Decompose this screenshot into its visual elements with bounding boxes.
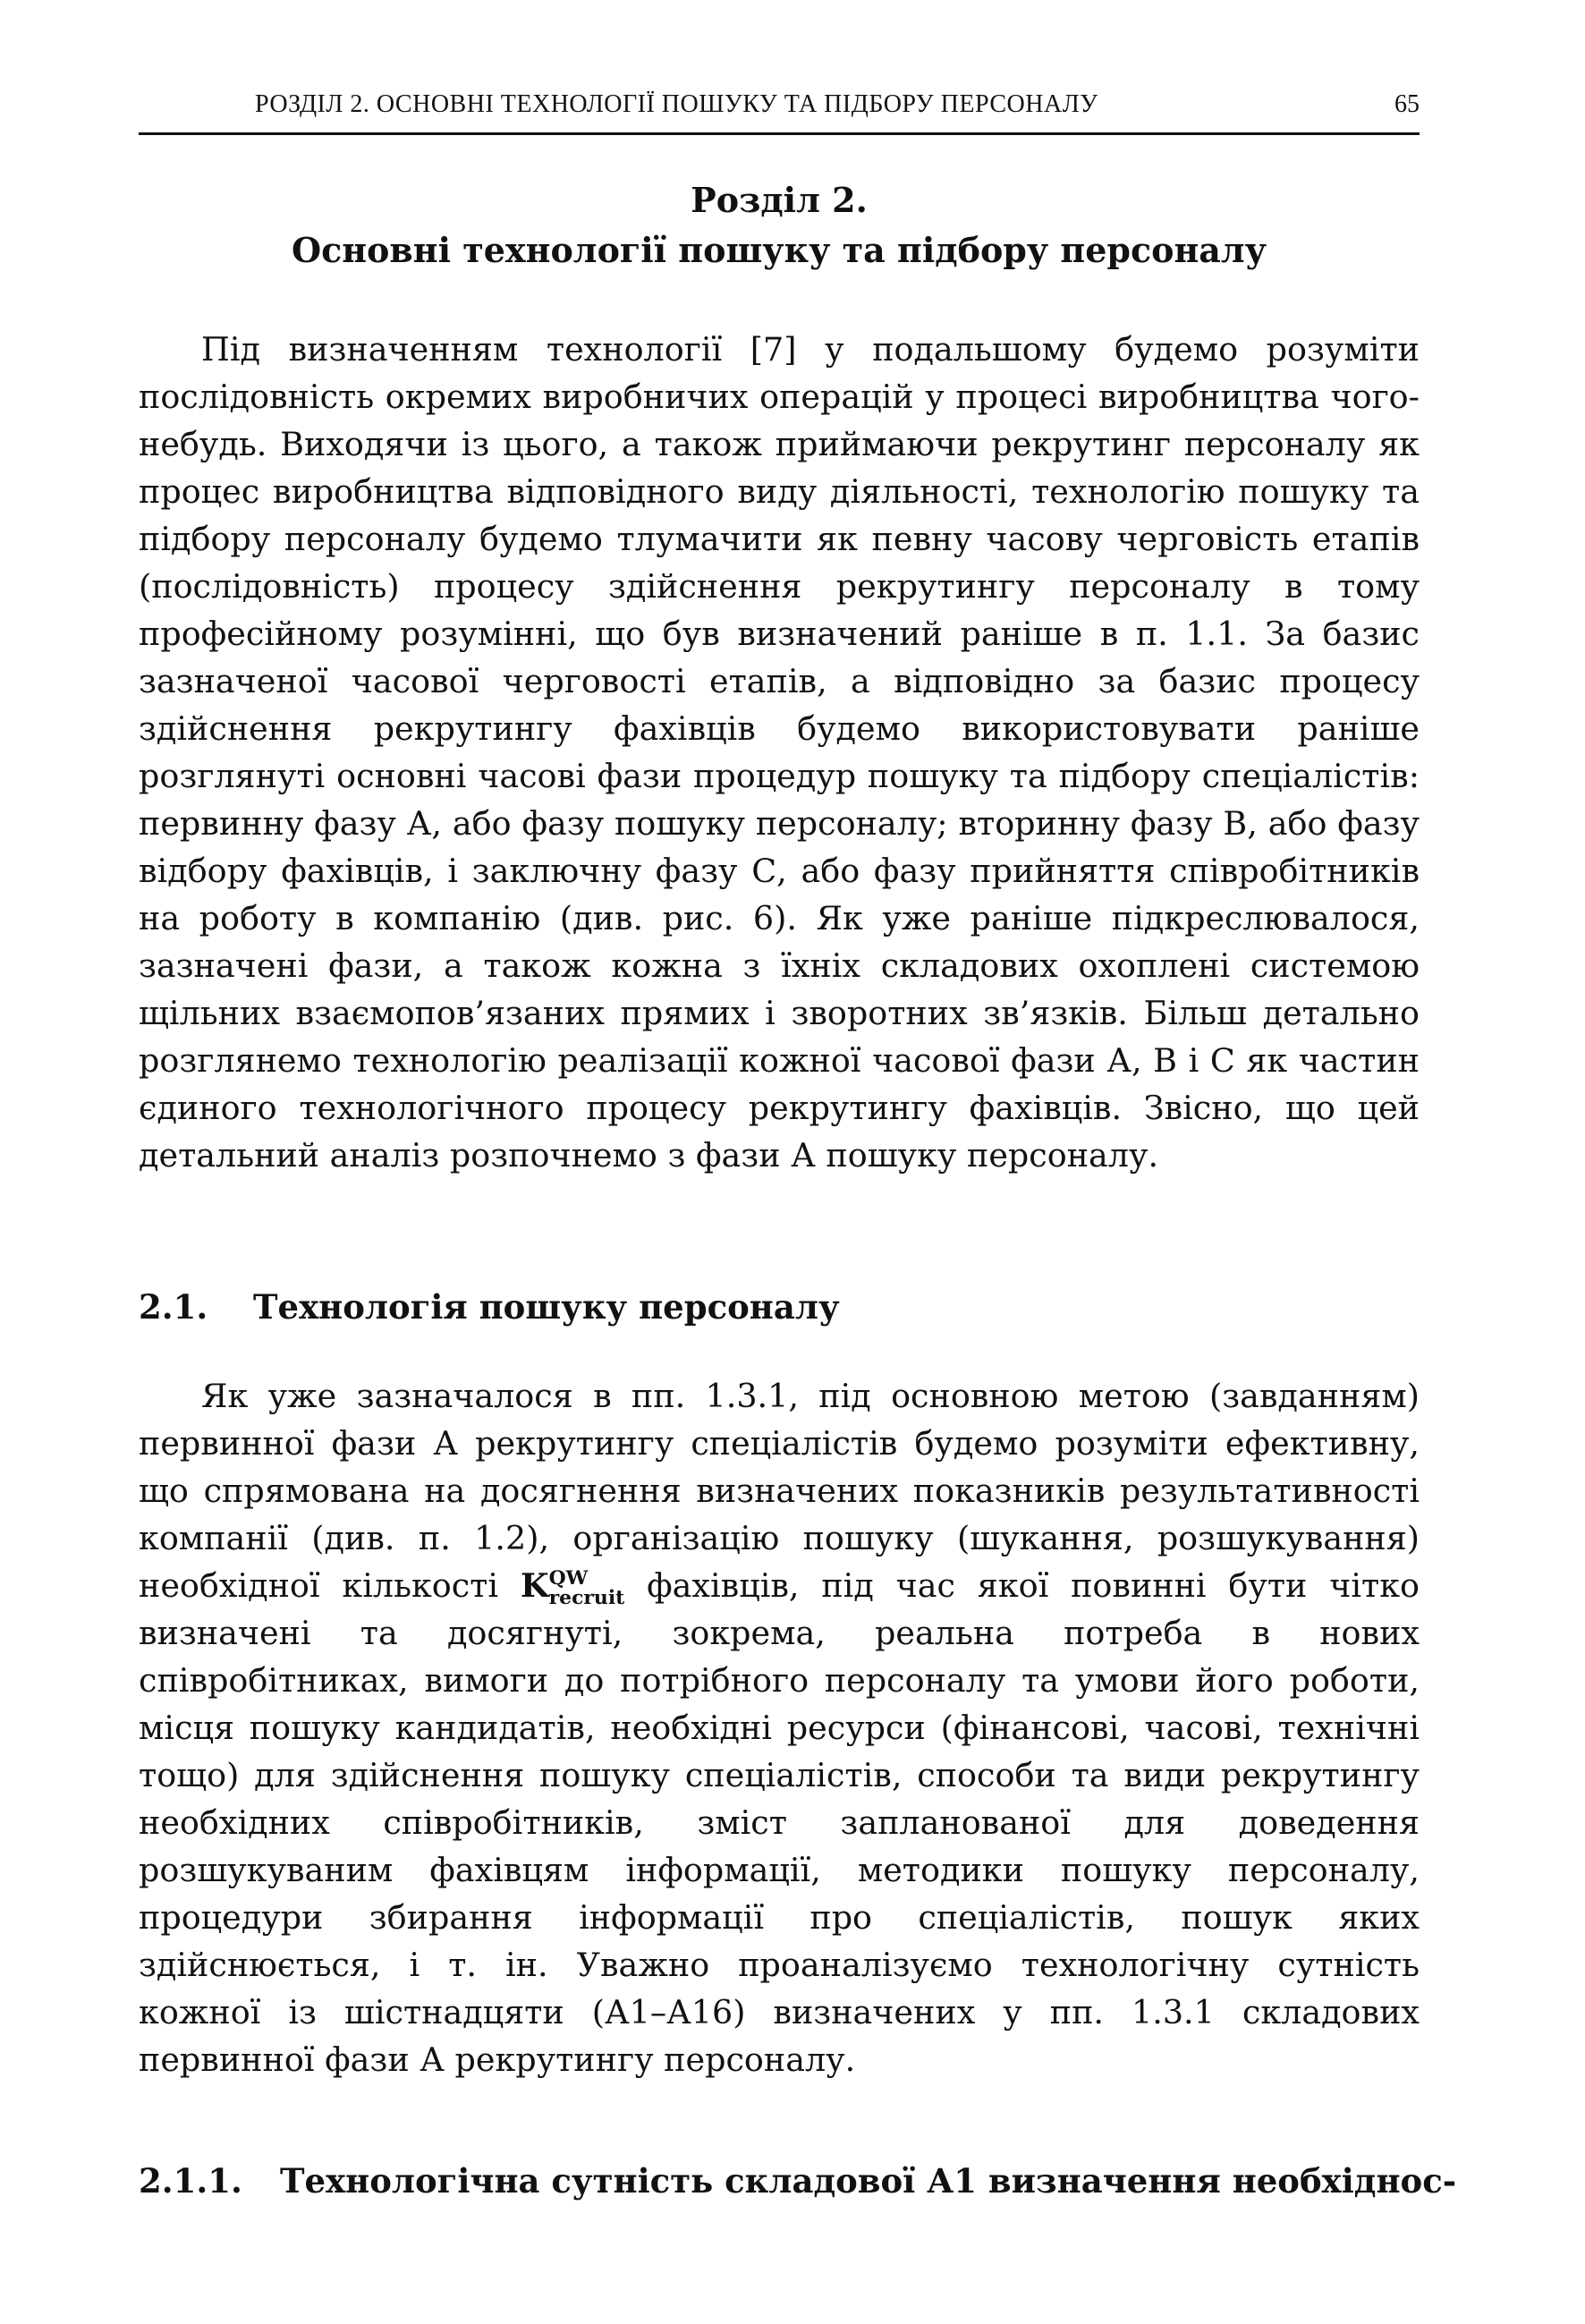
formula-subscript: recruit — [548, 1585, 625, 1609]
section-number: 2.1. — [139, 1287, 208, 1327]
section-heading-2-1 — [139, 1284, 1420, 1331]
running-header — [139, 85, 1420, 135]
section-2-1-paragraph — [139, 1372, 1420, 2083]
formula-superscript: QW — [548, 1565, 589, 1590]
document-page — [139, 0, 1457, 2324]
section-number: 2.1.1. — [139, 2161, 242, 2201]
section-title: Технологічна сутність складової А1 визначення необхіднос- — [280, 2161, 1457, 2201]
paragraph-text-end: фахівців, під час якої повинні бути чітко визначені та досягнуті, зокрема, реальна потреба в нових співробітниках, вимоги до потрібного персоналу та умови його роботи, місця пошуку кандидатів, необхідні ресурси (фінансові, часові, технічні тощо) для здійснення пошуку спеціалістів, способи та види рекрутингу необхідних співробітників, зміст запланованої для доведення розшукуваним фахівцям інформації, методики пошуку персоналу, процедури збирання інформації про спеціалістів, пошук яких здійснюється, і т. ін. Уважно проаналізуємо технологічну сутність кожної із шістнадцяти (А1–А16) визначених у пп. 1.3.1 складових первинної фази А рекрутингу персоналу. — [139, 1566, 1420, 2079]
chapter-title: Основні технології пошуку та підбору персоналу — [291, 230, 1267, 270]
running-header-title: РОЗДІЛ 2. ОСНОВНІ ТЕХНОЛОГІЇ ПОШУКУ ТА ПІДБОРУ ПЕРСОНАЛУ — [255, 90, 1098, 118]
chapter-heading — [139, 175, 1420, 276]
chapter-label: Розділ 2. — [691, 180, 868, 220]
intro-paragraph: Під визначенням технології [7] у подальшому будемо розуміти послідовність окремих виробничих операцій у процесі виробництва чого-небудь. Виходячи із цього, а також приймаючи рекрутинг персоналу як процес виробництва відповідного виду діяльності, технологію пошуку та підбору персоналу будемо тлумачити як певну часову черговість етапів (послідовність) процесу здійснення рекрутингу персоналу в тому професійному розумінні, що був визначений раніше в п. 1.1. За базис зазначеної часової черговості етапів, а відповідно за базис процесу здійснення рекрутингу фахівців будемо використовувати раніше розглянуті основні часові фази процедур пошуку та підбору спеціалістів: первинну фазу А, або фазу пошуку персоналу; вторинну фазу В, або фазу відбору фахівців, і заключну фазу С, або фазу прийняття співробітників на роботу в компанію (див. рис. 6). Як уже раніше підкреслювалося, зазначені фази, а також кожна з їхніх складових охоплені системою щільних взаємопов’язаних прямих і зворотних зв’язків. Більш детально розглянемо технологію реалізації кожної часової фази А, В і С як частин єдиного технологічного процесу рекрутингу фахівців. Звісно, що цей детальний аналіз розпочнемо з фази А пошуку персоналу. — [139, 330, 1420, 1175]
paragraph-text-start: Як уже зазначалося в пп. 1.3.1, під основною метою (завданням) первинної фази А рекрутингу спеціалістів будемо розуміти ефективну, що спрямована на досягнення визначених показників результативності компанії (див. п. 1.2), організацію пошуку (шукання, розшукування) необхідної кількості — [139, 1377, 1420, 1605]
page-number: 65 — [1394, 90, 1420, 118]
formula-base: K — [520, 1566, 549, 1605]
section-heading-2-1-1 — [139, 2158, 1457, 2205]
recruit-count-formula — [520, 1565, 625, 1609]
section-title: Технологія пошуку персоналу — [253, 1287, 840, 1327]
